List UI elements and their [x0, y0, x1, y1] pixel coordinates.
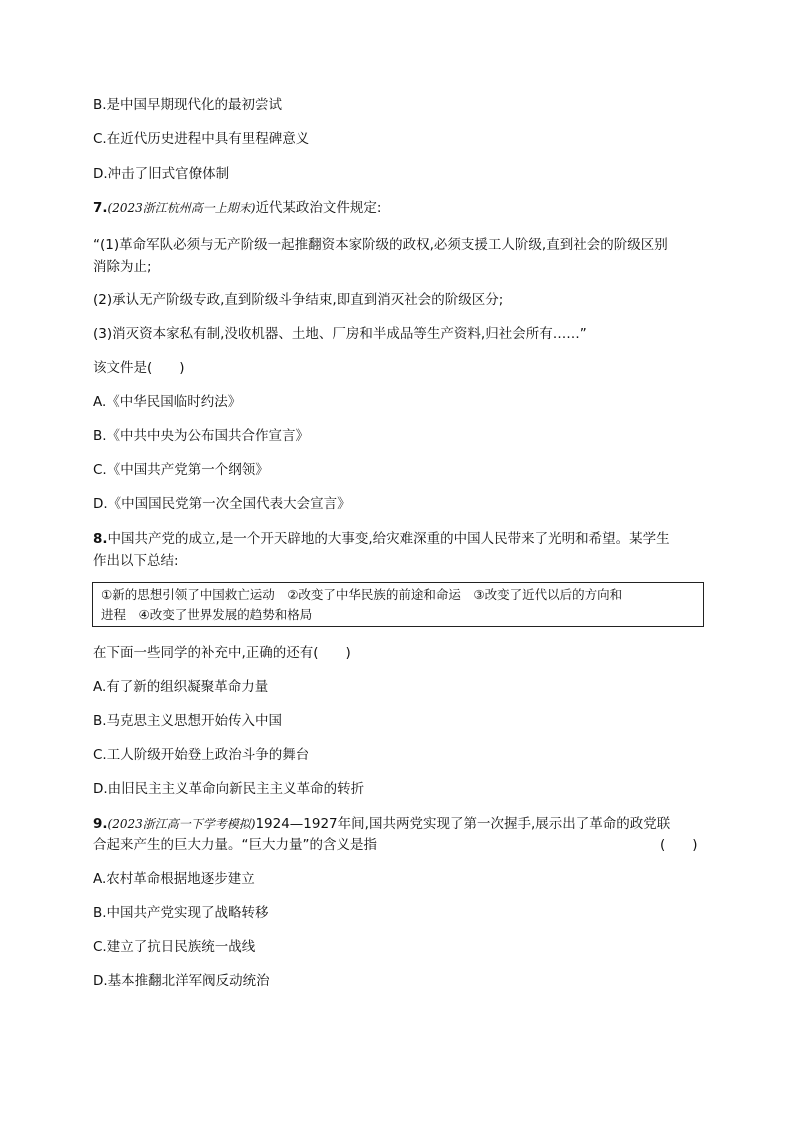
q8-stem-b: 作出以下总结: — [93, 553, 179, 569]
q9-source: (2023浙江高一下学考模拟) — [107, 817, 256, 831]
q7-option-a: A.《中华民国临时约法》 — [93, 394, 242, 410]
q9-stem-a: 1924—1927年间,国共两党实现了第一次握手,展示出了革命的政党联 — [255, 816, 671, 832]
q7-source: (2023浙江杭州高一上期末) — [107, 201, 256, 215]
q6-option-d: D.冲击了旧式官僚体制 — [93, 166, 230, 182]
q6-option-c: C.在近代历史进程中具有里程碑意义 — [93, 131, 310, 147]
q8-box-line-2: 进程 ④改变了世界发展的趋势和格局 — [101, 607, 313, 622]
q9-option-b: B.中国共产党实现了战略转移 — [93, 905, 269, 921]
q9-option-c: C.建立了抗日民族统一战线 — [93, 939, 256, 955]
q9-number: 9. — [93, 816, 108, 832]
q7-stem-line — [93, 198, 704, 218]
q8-stem-line-1 — [93, 529, 704, 549]
q7-quote-2: (2)承认无产阶级专政,直到阶级斗争结束,即直到消灭社会的阶级区分; — [93, 292, 504, 308]
q8-option-d: D.由旧民主主义革命向新民主主义革命的转折 — [93, 781, 365, 797]
q7-option-c: C.《中国共产党第一个纲领》 — [93, 462, 269, 478]
q8-option-c: C.工人阶级开始登上政治斗争的舞台 — [93, 747, 310, 763]
q9-answer-paren: ( ) — [660, 837, 698, 853]
q7-stem: 近代某政治文件规定: — [255, 200, 382, 216]
q9-option-d: D.基本推翻北洋军阀反动统治 — [93, 973, 270, 989]
q7-quote-3: (3)消灭资本家私有制,没收机器、土地、厂房和半成品等生产资料,归社会所有……” — [93, 326, 587, 342]
q8-option-a: A.有了新的组织凝聚革命力量 — [93, 679, 269, 695]
q8-summary-box — [92, 582, 704, 627]
q6-option-b: B.是中国早期现代化的最初尝试 — [93, 97, 283, 113]
q7-number: 7. — [93, 200, 108, 216]
q9-option-a: A.农村革命根据地逐步建立 — [93, 871, 255, 887]
q8-option-b: B.马克思主义思想开始传入中国 — [93, 713, 283, 729]
q7-option-d: D.《中国国民党第一次全国代表大会宣言》 — [93, 496, 351, 512]
q7-option-b: B.《中共中央为公布国共合作宣言》 — [93, 428, 310, 444]
q8-stem-a: 中国共产党的成立,是一个开天辟地的大事变,给灾难深重的中国人民带来了光明和希望。某学生 — [107, 531, 670, 547]
q8-box-line-1: ①新的思想引领了中国救亡运动 ②改变了中华民族的前途和命运 ③改变了近代以后的方向和 — [101, 587, 623, 602]
q9-stem-line-1 — [93, 814, 704, 834]
q8-question: 在下面一些同学的补充中,正确的还有( ) — [93, 645, 351, 661]
q9-stem-b: 合起来产生的巨大力量。“巨大力量”的含义是指 — [93, 837, 377, 853]
q8-number: 8. — [93, 531, 108, 547]
q7-quote-1a: “(1)革命军队必须与无产阶级一起推翻资本家阶级的政权,必须支援工人阶级,直到社会的阶级区别 — [93, 237, 668, 253]
q7-quote-1b: 消除为止; — [93, 259, 152, 275]
q7-question: 该文件是( ) — [93, 360, 185, 376]
